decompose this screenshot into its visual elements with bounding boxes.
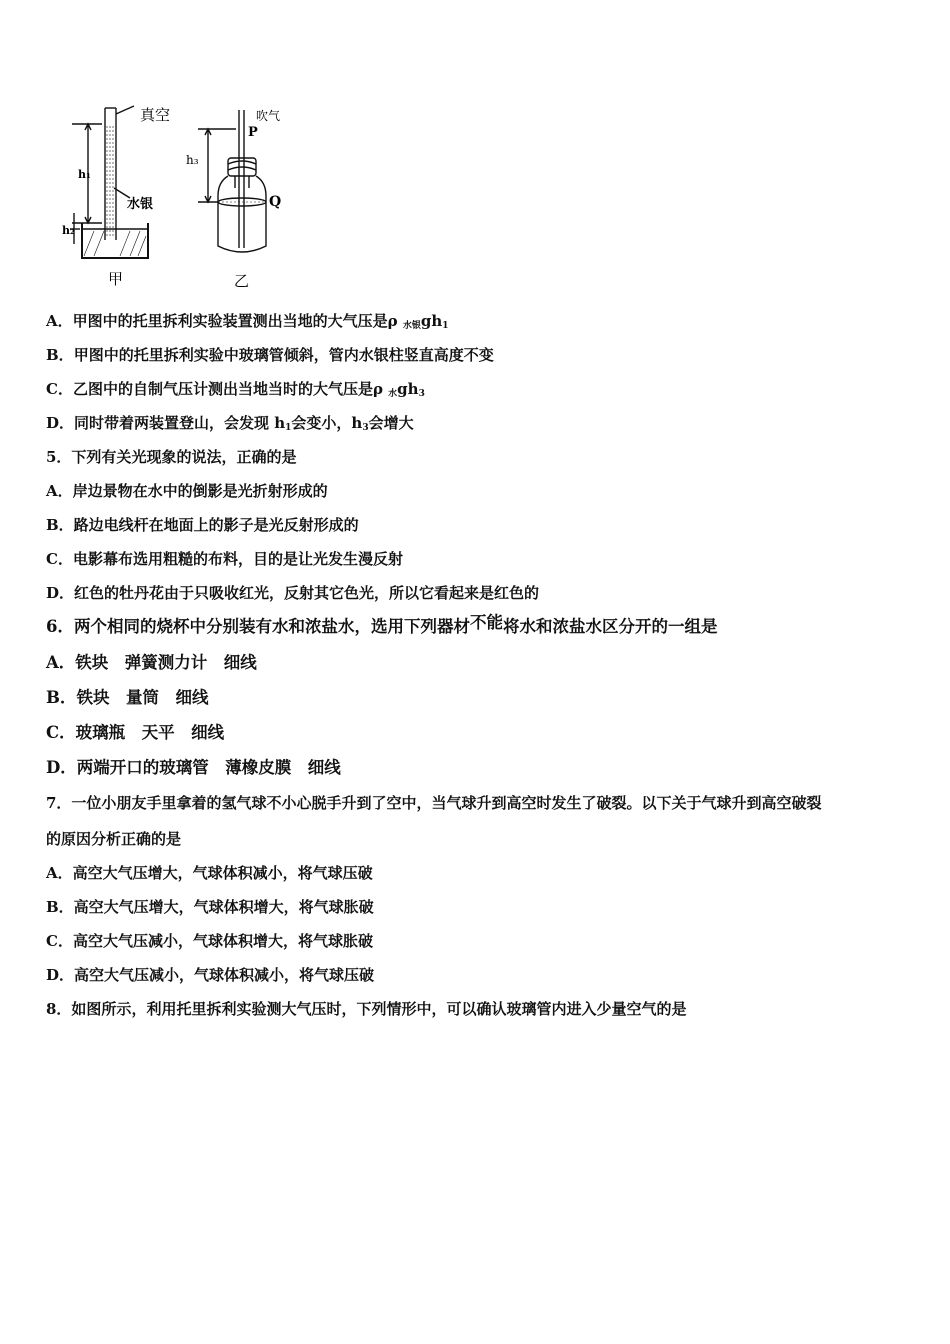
h1-label: h₁ [78,168,91,181]
torricelli-apparatus [70,106,148,258]
figure-caption-left: 甲 [108,270,124,288]
q5-option-b: B．路边电线杆在地面上的影子是光反射形成的 [46,516,359,534]
q-label: Q [269,194,282,210]
q4-option-d: D．同时带着两装置登山，会发现 $h_1$会变小，$h_3$会增大 [46,414,414,433]
h3-label: h₃ [186,153,199,167]
q4-option-b: B．甲图中的托里拆利实验中玻璃管倾斜，管内水银柱竖直高度不变 [46,346,494,364]
q5-option-d: D．红色的牡丹花由于只吸收红光，反射其它色光，所以它看起来是红色的 [46,584,540,602]
p-label: P [248,125,258,140]
q6-option-c: C．玻璃瓶 天平 细线 [46,723,225,742]
q7-option-c: C．高空大气压减小，气球体积增大，将气球胀破 [46,932,373,950]
q7-stem-line2: 的原因分析正确的是 [46,830,182,848]
blow-label: 吹气 [256,109,281,123]
q6-emphasis: 不能 [469,613,503,632]
q5-stem: 5．下列有关光现象的说法，正确的是 [46,448,297,466]
q5-option-a: A．岸边景物在水中的倒影是光折射形成的 [46,482,328,500]
q6-option-d: D．两端开口的玻璃管 薄橡皮膜 细线 [46,758,341,777]
vacuum-label: 真空 [140,106,171,124]
q6-stem: 6．两个相同的烧杯中分别装有水和浓盐水，选用下列器材不能将水和浓盐水区分开的一组是 [46,613,718,636]
figure-caption-right: 乙 [234,272,250,290]
q4-option-c: C．乙图中的自制气压计测出当地当时的大气压是ρ $_水gh_3$ [46,380,425,399]
q5-option-c: C．电影幕布选用粗糙的布料，目的是让光发生漫反射 [46,550,403,568]
q6-option-a: A．铁块 弹簧测力计 细线 [46,653,257,672]
experiment-figure [50,98,310,294]
q8-stem: 8．如图所示，利用托里拆利实验测大气压时，下列情形中，可以确认玻璃管内进入少量空气的是 [46,1000,687,1018]
q7-option-b: B．高空大气压增大，气球体积增大，将气球胀破 [46,898,374,916]
q7-stem-line1: 7．一位小朋友手里拿着的氢气球不小心脱手升到了空中，当气球升到高空时发生了破裂。以下关于气球升到高空破裂 [46,794,822,812]
q6-option-b: B．铁块 量筒 细线 [46,688,209,707]
h2-label: h₂ [62,224,75,237]
q4-option-a: A．甲图中的托里拆利实验装置测出当地的大气压是ρ $_{水银}gh_1$ [46,312,449,331]
mercury-label: 水银 [127,197,154,212]
q7-option-d: D．高空大气压减小，气球体积减小，将气球压破 [46,966,375,984]
q7-option-a: A．高空大气压增大，气球体积减小，将气球压破 [46,864,373,882]
